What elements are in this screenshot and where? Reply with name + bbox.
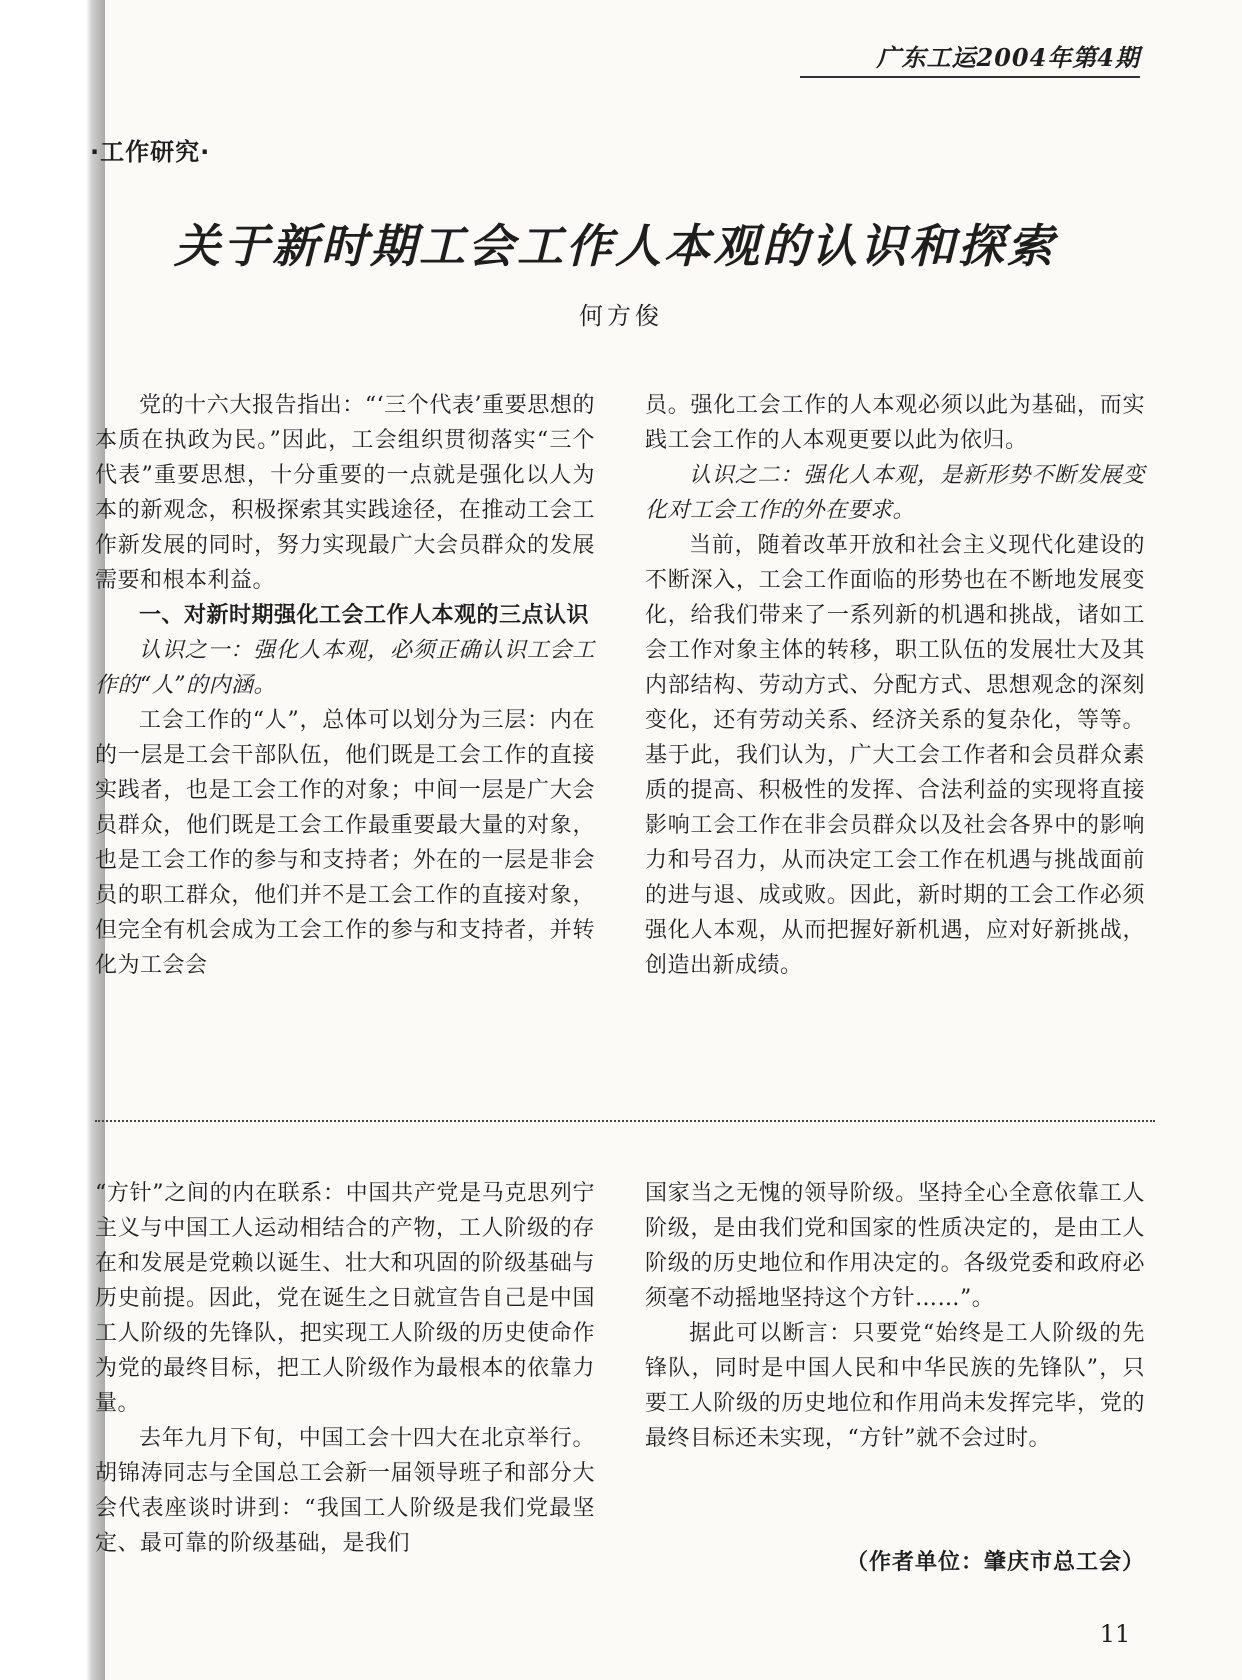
column-3 bbox=[95, 1176, 595, 1561]
paragraph: 工会工作的“人”，总体可以划分为三层：内在的一层是工会干部队伍，他们既是工会工作的直接实践者，也是工会工作的对象；中间一层是广大会员群众，他们既是工会工作最重要最大量的对象，也是工会工作的参与和支持者；外在的一层是非会员的职工群众，他们并不是工会工作的直接对象，但完全有机会成为工会工作的参与和支持者，并转化为工会会 bbox=[95, 708, 595, 978]
paragraph: 员。强化工会工作的人本观必须以此为基础，而实践工会工作的人本观更要以此为依归。 bbox=[645, 393, 1145, 453]
paragraph: 国家当之无愧的领导阶级。坚持全心全意依靠工人阶级，是由我们党和国家的性质决定的，是由工人阶级的历史地位和作用决定的。各级党委和政府必须毫不动摇地坚持这个方针……”。 bbox=[645, 1181, 1145, 1311]
column-2 bbox=[645, 388, 1145, 983]
section-label: ·工作研究· bbox=[90, 138, 211, 166]
article-author: 何方俊 bbox=[579, 302, 663, 330]
article-divider bbox=[95, 1120, 1155, 1122]
column-1 bbox=[95, 388, 595, 983]
paragraph: “方针”之间的内在联系：中国共产党是马克思列宁主义与中国工人运动相结合的产物，工人阶级的存在和发展是党赖以诞生、壮大和巩固的阶级基础与历史前提。因此，党在诞生之日就宣告自己是中国工人阶级的先锋队，把实现工人阶级的历史使命作为党的最终目标，把工人阶级作为最根本的依靠力量。 bbox=[95, 1181, 595, 1416]
scan-spine-shadow bbox=[0, 0, 105, 1680]
page-number: 11 bbox=[1099, 1620, 1131, 1648]
journal-header: 广东工运2004年第4期 bbox=[800, 38, 1140, 78]
subheading: 认识之二：强化人本观，是新形势不断发展变化对工会工作的外在要求。 bbox=[645, 463, 1145, 523]
author-affiliation: （作者单位：肇庆市总工会） bbox=[845, 1550, 1145, 1575]
section-heading: 一、对新时期强化工会工作人本观的三点认识 bbox=[139, 603, 590, 628]
paragraph: 当前，随着改革开放和社会主义现代化建设的不断深入，工会工作面临的形势也在不断地发展变化，给我们带来了一系列新的机遇和挑战，诸如工会工作对象主体的转移，职工队伍的发展壮大及其内部结构、劳动方式、分配方式、思想观念的深刻变化，还有劳动关系、经济关系的复杂化，等等。基于此，我们认为，广大工会工作者和会员群众素质的提高、积极性的发挥、合法利益的实现将直接影响工会工作在非会员群众以及社会各界中的影响力和号召力，从而决定工会工作在机遇与挑战面前的进与退、成或败。因此，新时期的工会工作必须强化人本观，从而把握好新机遇，应对好新挑战，创造出新成绩。 bbox=[645, 533, 1145, 978]
paragraph: 党的十六大报告指出：“‘三个代表’重要思想的本质在执政为民。”因此，工会组织贯彻落实“三个代表”重要思想，十分重要的一点就是强化以人为本的新观念，积极探索其实践途径，在推动工会工作新发展的同时，努力实现最广大会员群众的发展需要和根本利益。 bbox=[95, 393, 595, 593]
paragraph: 据此可以断言：只要党“始终是工人阶级的先锋队，同时是中国人民和中华民族的先锋队”，只要工人阶级的历史地位和作用尚未发挥完毕，党的最终目标还未实现，“方针”就不会过时。 bbox=[645, 1321, 1145, 1451]
paragraph: 去年九月下旬，中国工会十四大在北京举行。胡锦涛同志与全国总工会新一届领导班子和部分大会代表座谈时讲到：“我国工人阶级是我们党最坚定、最可靠的阶级基础，是我们 bbox=[95, 1426, 595, 1556]
subheading: 认识之一：强化人本观，必须正确认识工会工作的“人”的内涵。 bbox=[95, 638, 595, 698]
column-4 bbox=[645, 1176, 1145, 1456]
article-title: 关于新时期工会工作人本观的认识和探索 bbox=[174, 219, 1056, 273]
